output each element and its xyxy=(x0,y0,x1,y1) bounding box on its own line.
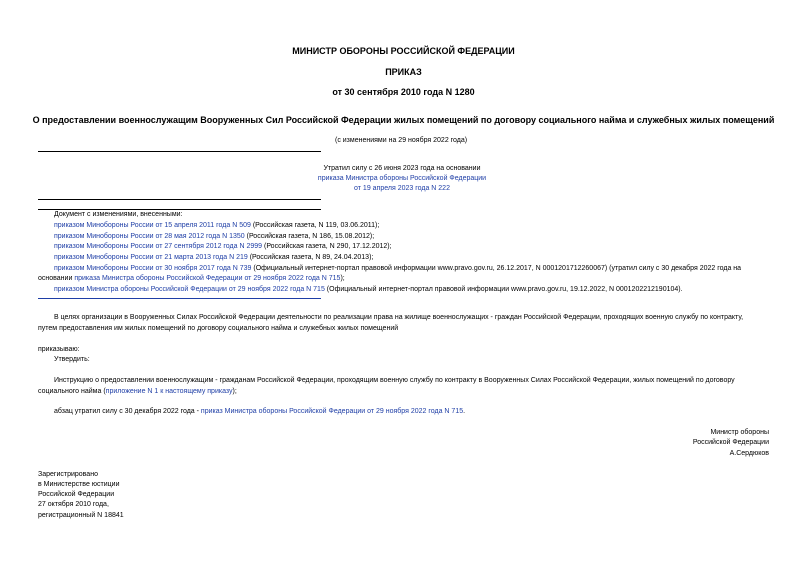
preamble-line: В целях организации в Вооруженных Силах Российской Федерации деятельности по реализации права на жилище военнослужащих - граждан Российской Федерации, проходящих военную службу по контракту, xyxy=(54,314,744,321)
amendment-link[interactable]: приказом Минобороны России от 27 сентября 2012 года N 2999 xyxy=(54,243,263,250)
amendment-item: приказом Минобороны России от 15 апреля 2011 года N 509 (Российская газета, N 119, 03.06.2011); xyxy=(54,222,380,229)
registration-line: в Министерстве юстиции xyxy=(38,481,120,488)
registration-line: Российской Федерации xyxy=(38,491,115,498)
changes-note: (с изменениями на 29 ноября 2022 года) xyxy=(335,137,468,144)
amendment-link[interactable]: приказа Министра обороны Российской Федерации от 29 ноября 2022 года N 715 xyxy=(74,275,341,282)
divider xyxy=(38,151,321,152)
approve-word: Утвердить: xyxy=(54,356,90,363)
divider xyxy=(38,298,321,299)
amendment-item-continuation: основании приказа Министра обороны Российской Федерации от 29 ноября 2022 года N 715); xyxy=(38,275,345,282)
lost-force-link-2[interactable]: от 19 апреля 2023 года N 222 xyxy=(354,185,450,192)
amendment-link[interactable]: приказом Минобороны России от 28 мая 2012 года N 1350 xyxy=(54,233,245,240)
appendix-link[interactable]: приложение N 1 к настоящему приказу xyxy=(105,388,233,395)
signature-position: Министр обороны xyxy=(710,429,769,436)
preamble-line: путем предоставления им жилых помещений по договору социального найма и служебных жилых помещений xyxy=(38,325,399,332)
signature-name: А.Сердюков xyxy=(729,450,769,457)
divider xyxy=(38,199,321,200)
repeal-order-link[interactable]: приказ Министра обороны Российской Федерации от 29 ноября 2022 года N 715 xyxy=(200,408,464,415)
amendment-link[interactable]: приказом Минобороны России от 30 ноября 2017 года N 739 xyxy=(54,265,252,272)
amendment-item: приказом Минобороны России от 21 марта 2013 года N 219 (Российская газета, N 89, 24.04.2013); xyxy=(54,254,374,261)
ministry-heading: МИНИСТР ОБОРОНЫ РОССИЙСКОЙ ФЕДЕРАЦИИ xyxy=(292,46,515,56)
order-word: приказываю: xyxy=(38,346,80,353)
lost-force-link-1[interactable]: приказа Министра обороны Российской Федерации xyxy=(317,175,487,182)
amendment-link[interactable]: приказом Минобороны России от 21 марта 2013 года N 219 xyxy=(54,254,248,261)
document-title: О предоставлении военнослужащим Вооруженных Сил Российской Федерации жилых помещений по договору социального найма и служебных жилых помещений xyxy=(32,115,775,125)
amendments-intro: Документ с изменениями, внесенными: xyxy=(54,211,183,218)
registration-number: регистрационный N 18841 xyxy=(38,512,124,519)
amendment-item: приказом Минобороны России от 27 сентября 2012 года N 2999 (Российская газета, N 290, 17.12.2012); xyxy=(54,243,392,250)
amendment-link[interactable]: приказом Министра обороны Российской Федерации от 29 ноября 2022 года N 715 xyxy=(54,286,325,293)
amendment-item: приказом Минобороны России от 30 ноября 2017 года N 739 (Официальный интернет-портал правовой информации www.pravo.gov.ru, 26.12.2017, N 0001201712260067) (утратил силу с 30 декабря 2022 года на xyxy=(54,265,742,272)
instruction-line: социального найма (приложение N 1 к настоящему приказу); xyxy=(38,388,237,395)
instruction-line: Инструкцию о предоставлении военнослужащим - гражданам Российской Федерации, проходящим военную службу по контракту в Вооруженных Силах Российской Федерации, жилых помещений по договору xyxy=(54,377,735,384)
registration-line: Зарегистрировано xyxy=(38,471,98,478)
amendment-link[interactable]: приказом Минобороны России от 15 апреля 2011 года N 509 xyxy=(54,222,251,229)
amendment-item: приказом Минобороны России от 28 мая 2012 года N 1350 (Российская газета, N 186, 15.08.2012); xyxy=(54,233,375,240)
date-number-heading: от 30 сентября 2010 года N 1280 xyxy=(332,87,475,97)
doc-type-heading: ПРИКАЗ xyxy=(385,67,422,77)
amendment-item: приказом Министра обороны Российской Федерации от 29 ноября 2022 года N 715 (Официальный интернет-портал правовой информации www.pravo.gov.ru, 19.12.2022, N 0001202212190104). xyxy=(54,286,683,293)
registration-date: 27 октября 2010 года, xyxy=(38,501,109,508)
repealed-paragraph: абзац утратил силу с 30 декабря 2022 года - приказ Министра обороны Российской Федерации от 29 ноября 2022 года N 715. xyxy=(54,408,466,415)
lost-force-text: Утратил силу с 26 июня 2023 года на основании xyxy=(323,165,481,172)
signature-position: Российской Федерации xyxy=(692,439,769,446)
